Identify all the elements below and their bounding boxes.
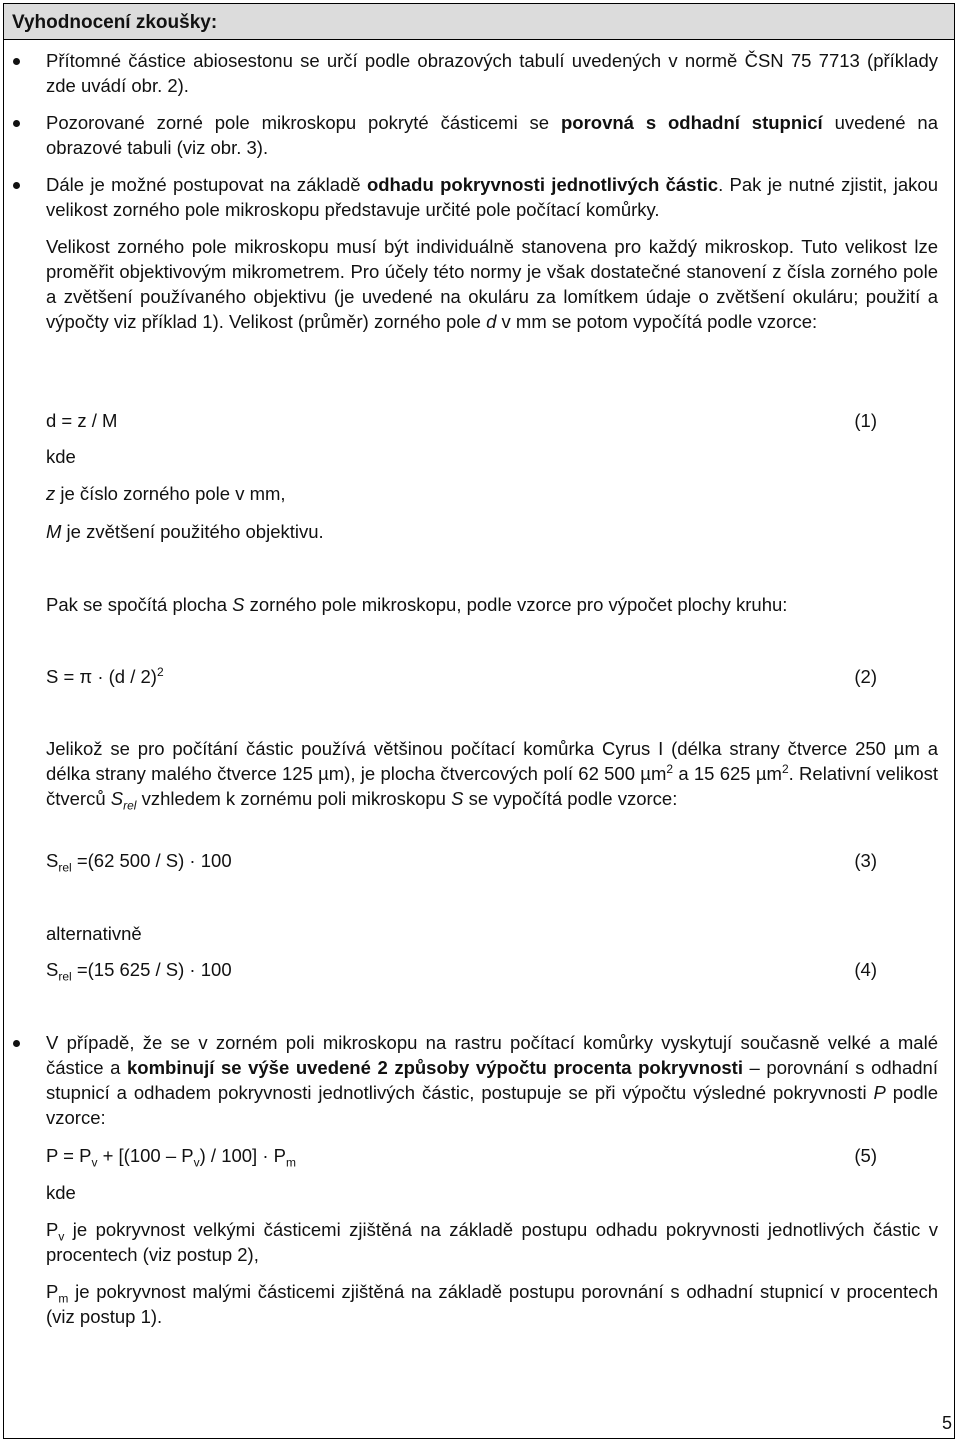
equation-5: $P = P_v + [(100 - P_v) / 100] \cdot P_m$ (46, 1145, 296, 1170)
equation-4-number: (4) (854, 959, 877, 980)
kde-label: kde (46, 446, 76, 467)
alternative-label: alternativně (46, 923, 142, 944)
equation-5-number: (5) (854, 1145, 877, 1166)
bullet-dot (13, 120, 20, 127)
definition-Pv: $P_v$ je pokryvnost velkými částicemi zjištěná na základě postupu odhadu pokryvnosti jednotlivých částic v procentech (viz postup 2), (46, 1219, 938, 1265)
equation-4: $S_{rel} =(15$ 625 / S) · 100 (46, 959, 232, 984)
bullet-item-1: Přítomné částice abiosestonu se určí podle obrazových tabulí uvedených v normě ČSN 75 7713 (příklady zde uvádí obr. 2). (46, 50, 938, 96)
paragraph-field-size: Velikost zorného pole mikroskopu musí být individuálně stanovena pro každý mikroskop. Tuto velikost lze proměřit objektivovým mikrometrem. Pro účely této normy je však dostatečné stanovení z čísla zorného pole a zvětšení používaného objektivu (je uvedené na okuláru za lomítkem údaje o zvětšení okuláru; použití a výpočty viz příklad 1). Velikost (průměr) zorného pole d v mm se potom vypočítá podle vzorce: (46, 236, 938, 332)
equation-2-number: (2) (854, 666, 877, 687)
equation-2: S = π · (d / 2)$^2$ (46, 664, 164, 687)
bullet-dot (13, 1040, 20, 1047)
equation-3-number: (3) (854, 850, 877, 871)
bullet-dot (13, 58, 20, 65)
equation-1-number: (1) (854, 410, 877, 431)
bullet-item-3: Dále je možné postupovat na základě odhadu pokryvnosti jednotlivých částic. Pak je nutné zjistit, jakou velikost zorného pole mikroskopu představuje určité pole počítací komůrky. (46, 174, 939, 220)
kde-label: kde (46, 1182, 76, 1203)
definition-z: z je číslo zorného pole v mm, (46, 483, 286, 504)
page-number: 5 (941, 1413, 952, 1433)
paragraph-area: Pak se spočítá plocha S zorného pole mikroskopu, podle vzorce pro výpočet plochy kruhu: (46, 594, 788, 615)
equation-3: $S_{rel} =(62$ 500 / S) · 100 (46, 850, 232, 875)
definition-M: M je zvětšení použitého objektivu. (46, 521, 324, 542)
bullet-dot (13, 182, 20, 189)
bullet-item-2: Pozorované zorné pole mikroskopu pokryté částicemi se porovná s odhadní stupnicí uvedené na obrazové tabuli (viz obr. 3). (46, 112, 939, 158)
section-title: Vyhodnocení zkoušky: (12, 12, 218, 33)
definition-Pm: $P_m$ je pokryvnost malými částicemi zjištěná na základě postupu porovnání s odhadní stupnicí v procentech (viz postup 1). (46, 1281, 938, 1327)
equation-1: d = z / M (46, 410, 118, 431)
section-header (4, 4, 954, 40)
paragraph-chamber: Jelikož se pro počítání částic používá většinou počítací komůrka Cyrus I (délka strany čtverce 250 µm a délka strany malého čtverce 125 µm), je plocha čtvercových polí 62 500 µm$^2$ a 15 625 µm$^2$. Relativní velikost čtverců $S_{rel}$ vzhledem k zornému poli mikroskopu S se vypočítá podle vzorce: (46, 738, 938, 813)
bullet-item-4: V případě, že se v zorném poli mikroskopu na rastru počítací komůrky vyskytují současně velké a malé částice a kombinují se výše uvedené 2 způsoby výpočtu procenta pokryvnosti – porovnání s odhadní stupnicí a odhadem pokryvnosti jednotlivých částic, postupuje se při výpočtu výsledné pokryvnosti P podle vzorce: (46, 1032, 939, 1128)
